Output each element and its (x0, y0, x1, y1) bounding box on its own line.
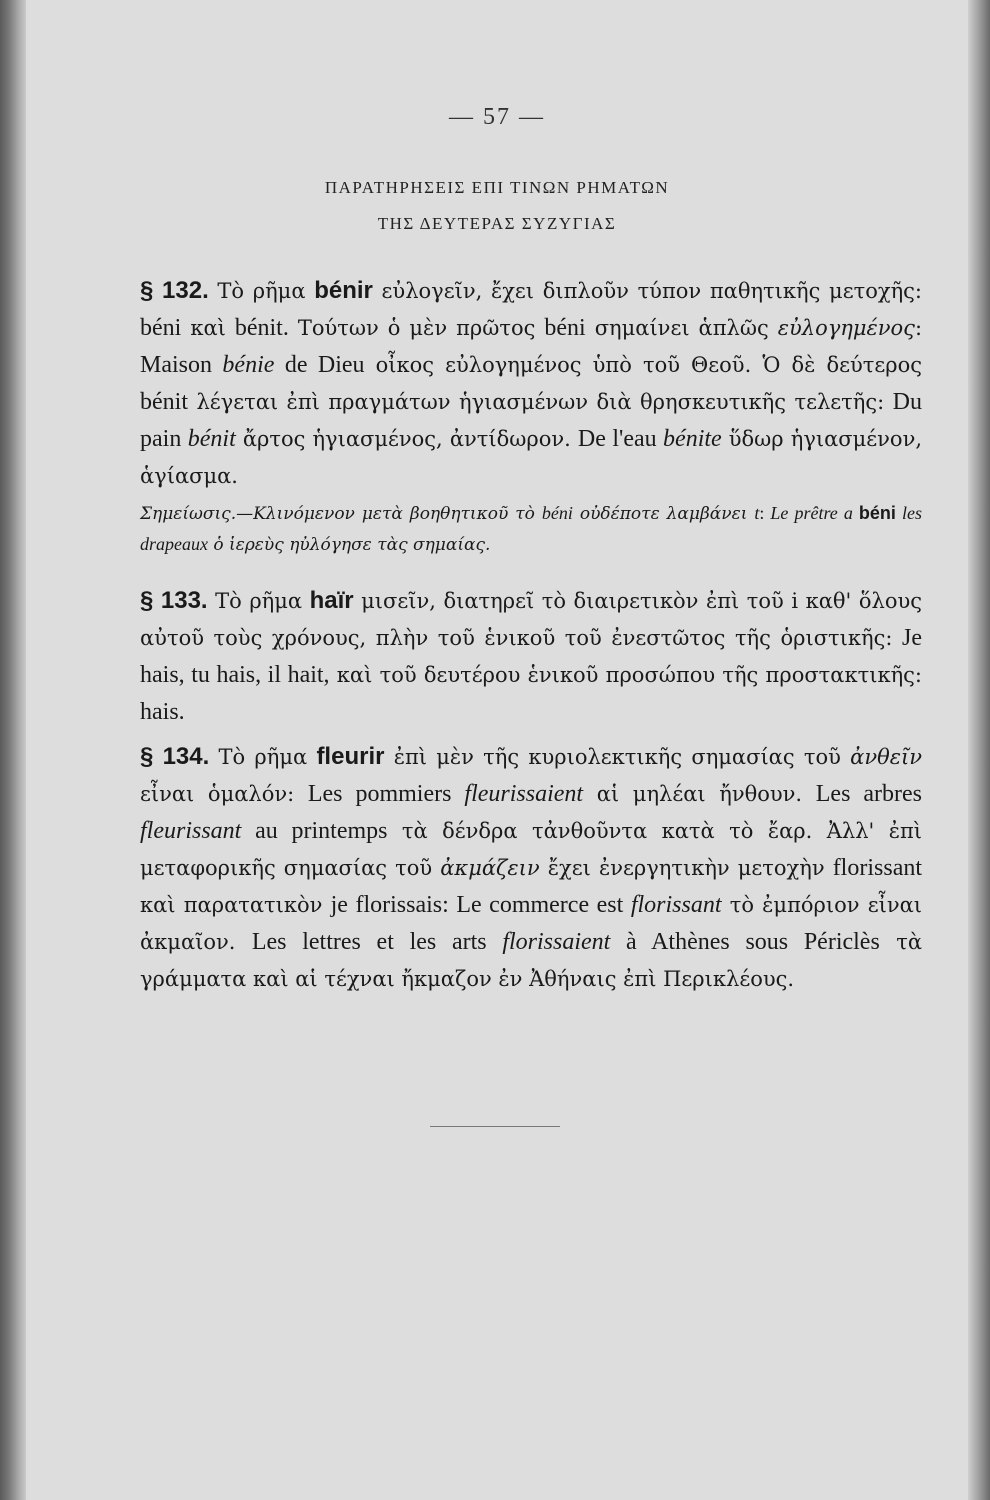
paragraph-134 (82, 738, 922, 998)
french-text: béni (140, 315, 182, 341)
italic-text: Le prêtre a (770, 503, 859, 523)
french-text: béni (544, 315, 586, 341)
text: : (759, 503, 771, 523)
verb-beni: béni (858, 503, 896, 523)
text: καὶ (181, 316, 235, 340)
text: εἶναι ὁμαλόν: (140, 782, 308, 806)
text: ὁ ἱερεὺς ηὐλόγησε τὰς σημαίας. (207, 535, 491, 555)
french-text: Les lettres et les arts (251, 929, 503, 955)
section-number-133: § 133. (140, 587, 208, 614)
text: ἄρτος ἡγιασμένος, ἀντίδωρον. (235, 427, 578, 451)
french-text: au printemps (241, 818, 388, 844)
italic-text: florissaient (502, 929, 611, 955)
text: τὰ γράμματα καὶ αἱ τέχναι ἤκμαζον ἐν Ἀθήναις ἐπὶ Περικλέους. (140, 930, 922, 991)
french-text: Maison (140, 352, 223, 378)
french-text: à Athènes sous Périclès (610, 929, 880, 955)
paragraph-132 (82, 272, 922, 495)
french-text: de Dieu (274, 352, 365, 378)
page-number: — 57 — (449, 104, 545, 130)
french-text: bénit (140, 389, 188, 415)
text: οὐδέποτε λαμβάνει (572, 504, 755, 524)
verb-fleurir: fleurir (316, 743, 385, 770)
text: καὶ παρατατικὸν (140, 893, 331, 917)
french-text: je florissais: Le commerce est (330, 892, 631, 918)
text: μισεῖν, διατηρεῖ τὸ διαιρετικὸν ἐπὶ τοῦ i καθ' ὅλους αὐτοῦ τοὺς χρόνους, πλὴν τοῦ ἑνικοῦ τοῦ ἐνεστῶτος τῆς ὁριστικῆς: (140, 589, 922, 650)
french-text: Les pommiers (307, 781, 465, 807)
text: αἱ μηλέαι ἤνθουν. (583, 782, 816, 806)
text: ἐπὶ μὲν τῆς κυριολεκτικῆς σημασίας τοῦ (384, 745, 851, 769)
italic-text: ἀνθεῖν (850, 745, 922, 769)
book-page (26, 0, 968, 1500)
french-text: Du pain (140, 389, 922, 452)
french-text: bénit. (234, 315, 289, 341)
italic-text: ἀκμάζειν (440, 856, 540, 880)
text: λέγεται ἐπὶ πραγμάτων ἡγιασμένων διὰ θρησκευτικῆς τελετῆς: (188, 390, 893, 414)
section-number-134: § 134. (140, 743, 210, 770)
book-gutter-shadow (0, 0, 26, 1500)
text: τὰ δένδρα τἀνθοῦντα κατὰ τὸ ἔαρ. Ἀλλ' ἐπὶ μεταφορικῆς σημασίας τοῦ (140, 819, 923, 880)
page-edge-shadow (968, 0, 990, 1500)
note-paragraph (82, 498, 922, 560)
italic-text: fleurissaient (464, 781, 584, 807)
text: : (914, 316, 923, 340)
note-label: Σημείωσις. (140, 504, 237, 524)
italic-text: fleurissant (140, 818, 242, 844)
text: Τούτων ὁ μὲν πρῶτος (288, 316, 545, 340)
italic-text: bénit (187, 426, 236, 452)
chapter-heading-line-2: ΤΗΣ ΔΕΥΤΕΡΑΣ ΣΥΖΥΓΙΑΣ (377, 214, 617, 233)
french-text: florissant (832, 855, 923, 881)
italic-text: εὐλογημένος (777, 316, 915, 340)
french-text: De l'eau (577, 426, 664, 452)
text: Τὸ ρῆμα (208, 279, 315, 303)
text: οἶκος εὐλογημένος ὑπὸ τοῦ Θεοῦ. Ὁ δὲ δεύτερος (364, 353, 923, 377)
italic-text: t (754, 503, 760, 523)
text: τὸ ἐμπόριον εἶναι ἀκμαῖον. (140, 893, 923, 954)
text: Τὸ ρῆμα (207, 589, 310, 613)
french-text: Les arbres (815, 781, 922, 807)
section-number-132: § 132. (140, 277, 209, 304)
text: ὕδωρ ἡγιασμένον, ἁγίασμα. (140, 427, 923, 488)
text: Τὸ ρῆμα (209, 745, 317, 769)
end-divider-rule (430, 1126, 560, 1127)
french-text: Je hais, tu hais, il hait, (140, 625, 922, 688)
chapter-heading-line-1: ΠΑΡΑΤΗΡΗΣΕΙΣ ΕΠΙ ΤΙΝΩΝ ΡΗΜΑΤΩΝ (324, 178, 670, 197)
text: καὶ τοῦ δευτέρου ἑνικοῦ προσώπου τῆς προστακτικῆς: (329, 663, 922, 687)
verb-hair: haïr (309, 587, 354, 614)
italic-text: florissant (630, 892, 722, 918)
italic-text: bénite (663, 426, 722, 452)
text: ἔχει ἐνεργητικὴν μετοχὴν (539, 856, 833, 880)
text: —Κλινόμενον μετὰ βοηθητικοῦ τὸ (236, 504, 542, 524)
verb-benir: bénir (314, 277, 373, 304)
paragraph-133 (82, 582, 922, 731)
italic-text: béni (541, 503, 573, 523)
italic-text: bénie (222, 352, 275, 378)
italic-text: les drapeaux (140, 503, 922, 554)
text: σημαίνει ἁπλῶς (585, 316, 778, 340)
text: εὐλογεῖν, ἔχει διπλοῦν τύπον παθητικῆς μετοχῆς: (372, 279, 922, 303)
french-text: hais. (140, 699, 185, 725)
